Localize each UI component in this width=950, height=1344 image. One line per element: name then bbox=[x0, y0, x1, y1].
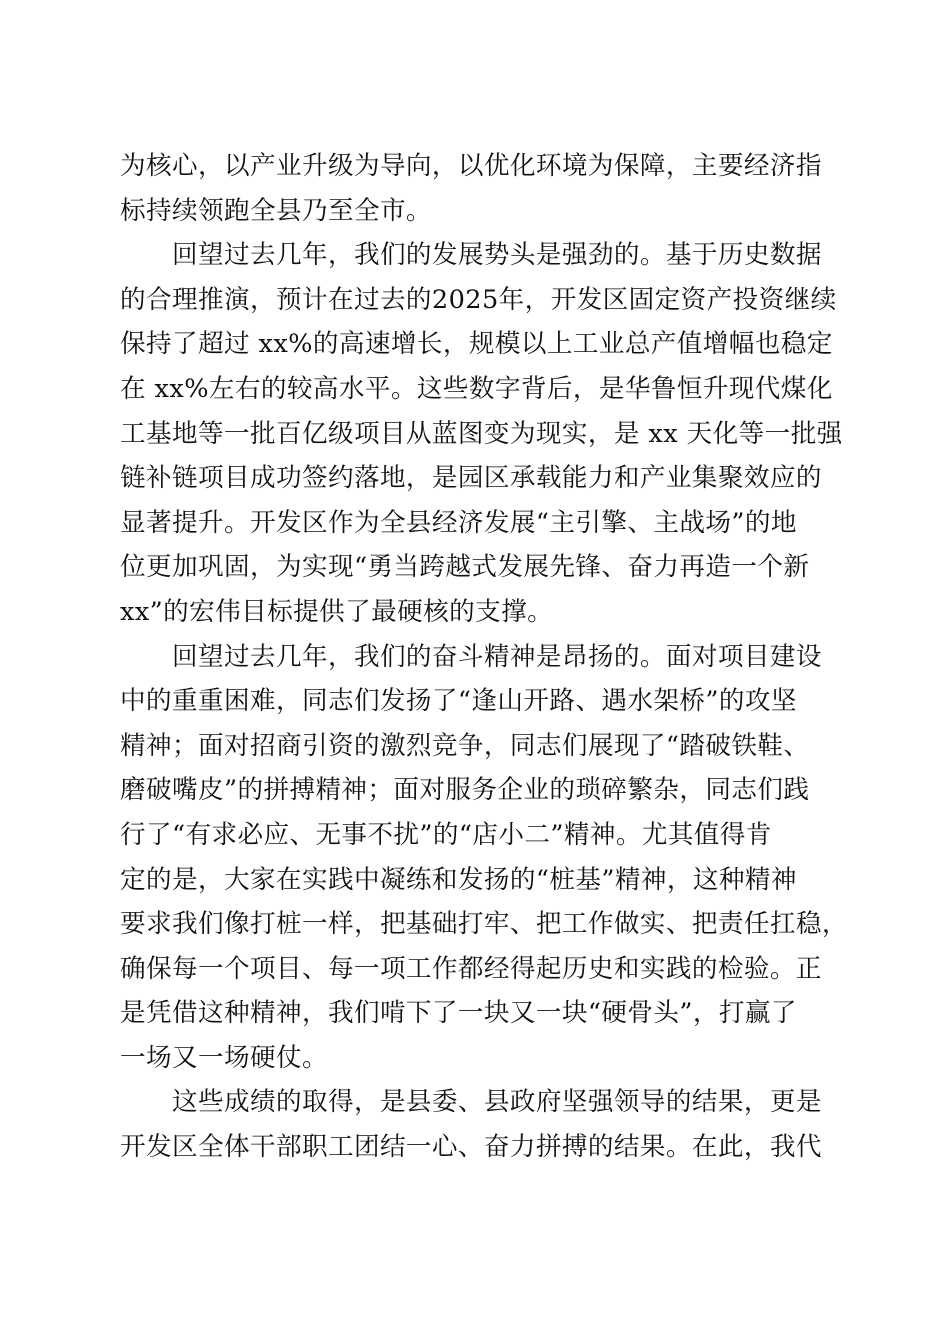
paragraph bbox=[120, 1080, 830, 1169]
text-line: 位更加巩固，为实现“勇当跨越式发展先锋、奋力再造一个新 bbox=[120, 552, 810, 583]
text-line: 确保每一个项目、每一项工作都经得起历史和实践的检验。正 bbox=[120, 953, 822, 984]
text-line: 显著提升。开发区作为全县经济发展“主引擎、主战场”的地 bbox=[120, 507, 797, 538]
text-line: 标持续领跑全县乃至全市。 bbox=[120, 195, 432, 226]
text-line: 要求我们像打桩一样，把基础打牢、把工作做实、把责任扛稳， bbox=[120, 909, 848, 940]
text-line: 一场又一场硬仗。 bbox=[120, 1042, 328, 1073]
text-line: 这些成绩的取得，是县委、县政府坚强领导的结果，更是 bbox=[120, 1087, 822, 1118]
text-line: 的合理推演，预计在过去的2025年，开发区固定资产投资继续 bbox=[120, 284, 837, 315]
text-line: 回望过去几年，我们的奋斗精神是昂扬的。面对项目建设 bbox=[120, 641, 822, 672]
text-line: 回望过去几年，我们的发展势头是强劲的。基于历史数据 bbox=[120, 240, 822, 271]
paragraph bbox=[120, 144, 830, 233]
text-line: 为核心，以产业升级为导向，以优化环境为保障，主要经济指 bbox=[120, 151, 822, 181]
text-line: 在 xx%左右的较高水平。这些数字背后，是华鲁恒升现代煤化 bbox=[120, 373, 833, 404]
text-line: 工基地等一批百亿级项目从蓝图变为现实，是 xx 天化等一批强 bbox=[120, 418, 843, 449]
text-line: 链补链项目成功签约落地，是园区承载能力和产业集聚效应的 bbox=[120, 463, 822, 494]
paragraph bbox=[120, 635, 848, 1081]
text-line: 开发区全体干部职工团结一心、奋力拼搏的结果。在此，我代 bbox=[120, 1132, 822, 1163]
text-line: 精神；面对招商引资的激烈竞争，同志们展现了“踏破铁鞋、 bbox=[120, 730, 810, 761]
text-line: 是凭借这种精神，我们啃下了一块又一块“硬骨头”，打赢了 bbox=[120, 998, 797, 1029]
document-body bbox=[120, 144, 848, 1170]
text-line: 定的是，大家在实践中凝练和发扬的“桩基”精神，这种精神 bbox=[120, 864, 797, 895]
text-line: 保持了超过 xx%的高速增长，规模以上工业总产值增幅也稳定 bbox=[120, 329, 833, 360]
text-line: 行了“有求必应、无事不扰”的“店小二”精神。尤其值得肯 bbox=[120, 819, 772, 850]
text-line: xx”的宏伟目标提供了最硬核的支撑。 bbox=[120, 596, 554, 627]
paragraph bbox=[120, 233, 843, 634]
text-line: 磨破嘴皮”的拼搏精神；面对服务企业的琐碎繁杂，同志们践 bbox=[120, 775, 810, 806]
text-line: 中的重重困难，同志们发扬了“逢山开路、遇水架桥”的攻坚 bbox=[120, 686, 797, 717]
